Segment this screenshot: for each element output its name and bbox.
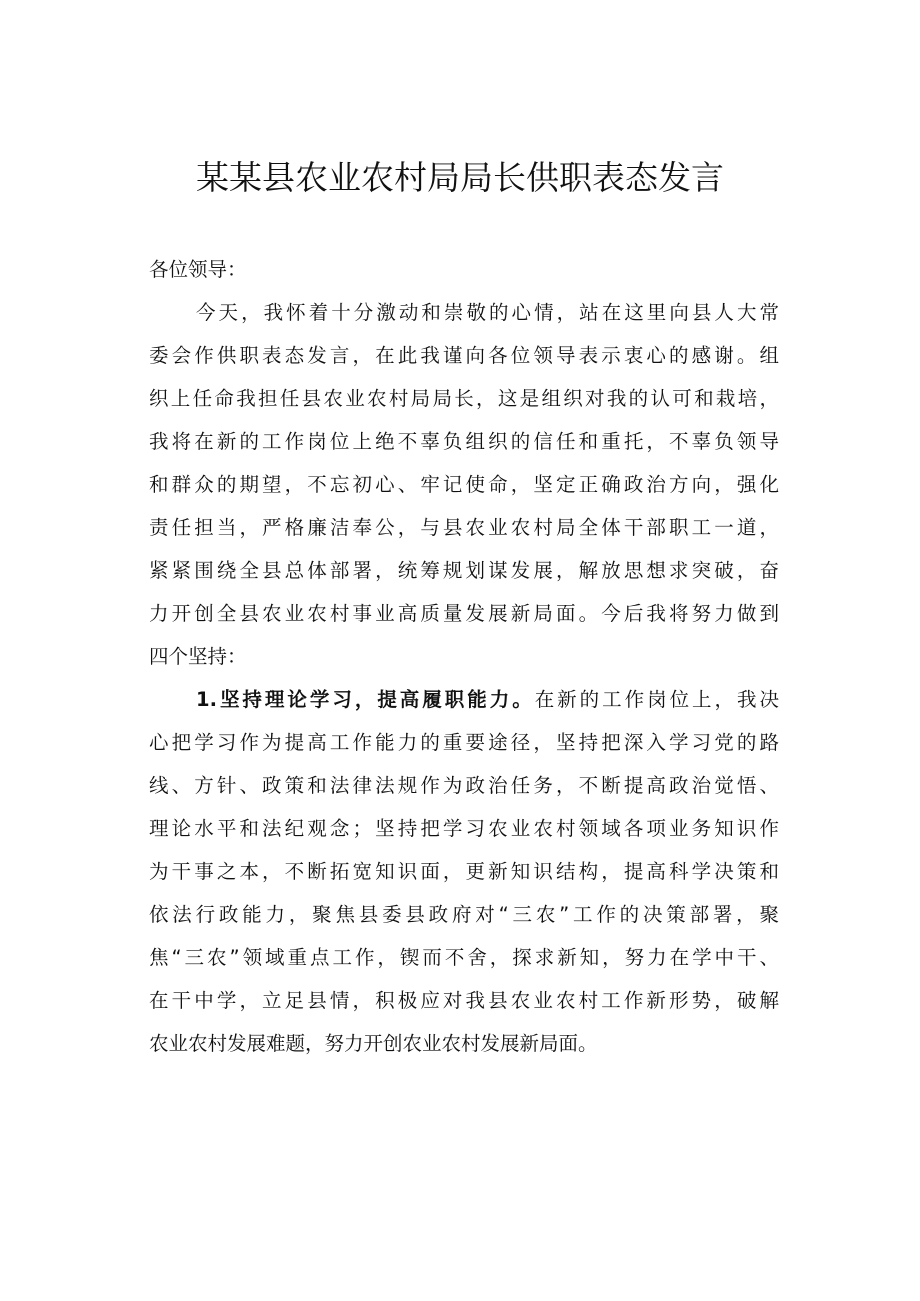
document-title: 某某县农业农村局局长供职表态发言 bbox=[196, 158, 724, 197]
paragraph-line: 四个坚持： bbox=[149, 645, 247, 668]
paragraph-line: 今天，我怀着十分激动和崇敬的心情，站在这里向县人大常 bbox=[196, 301, 779, 324]
paragraph-line: 紧紧围绕全县总体部署，统筹规划谋发展，解放思想求突破，奋 bbox=[149, 559, 779, 582]
paragraph-line: 理论水平和法纪观念；坚持把学习农业农村领域各项业务知识作 bbox=[149, 817, 779, 840]
document-body bbox=[149, 248, 779, 1065]
paragraph-line: 我将在新的工作岗位上绝不辜负组织的信任和重托，不辜负领导 bbox=[149, 430, 779, 453]
paragraph-line: 依法行政能力，聚焦县委县政府对“三农”工作的决策部署，聚 bbox=[149, 903, 779, 926]
point-first-line-rest: 在新的工作岗位上，我决 bbox=[534, 688, 779, 711]
paragraph-line: 委会作供职表态发言，在此我谨向各位领导表示衷心的感谢。组 bbox=[149, 344, 779, 367]
paragraph-line: 织上任命我担任县农业农村局局长，这是组织对我的认可和栽培， bbox=[149, 387, 779, 410]
paragraph-line: 力开创全县农业农村事业高质量发展新局面。今后我将努力做到 bbox=[149, 602, 779, 625]
paragraph-line: 为干事之本，不断拓宽知识面，更新知识结构，提高科学决策和 bbox=[149, 860, 779, 883]
paragraph-line: 线、方针、政策和法律法规作为政治任务，不断提高政治觉悟、 bbox=[149, 774, 779, 797]
salutation: 各位领导： bbox=[149, 258, 247, 281]
paragraph-1 bbox=[149, 291, 779, 678]
paragraph-line: 农业农村发展难题，努力开创农业农村发展新局面。 bbox=[149, 1032, 598, 1055]
paragraph-line: 焦“三农”领域重点工作，锲而不舍，探求新知，努力在学中干、 bbox=[149, 946, 779, 969]
paragraph-line: 心把学习作为提高工作能力的重要途径，坚持把深入学习党的路 bbox=[149, 731, 779, 754]
paragraph-point-1 bbox=[149, 678, 779, 1065]
point-heading: 1.坚持理论学习，提高履职能力。 bbox=[196, 688, 535, 711]
point-first-line bbox=[149, 678, 779, 721]
paragraph-line: 和群众的期望，不忘初心、牢记使命，坚定正确政治方向，强化 bbox=[149, 473, 779, 496]
paragraph-line: 责任担当，严格廉洁奉公，与县农业农村局全体干部职工一道， bbox=[149, 516, 779, 539]
paragraph-line: 在干中学，立足县情，积极应对我县农业农村工作新形势，破解 bbox=[149, 989, 779, 1012]
